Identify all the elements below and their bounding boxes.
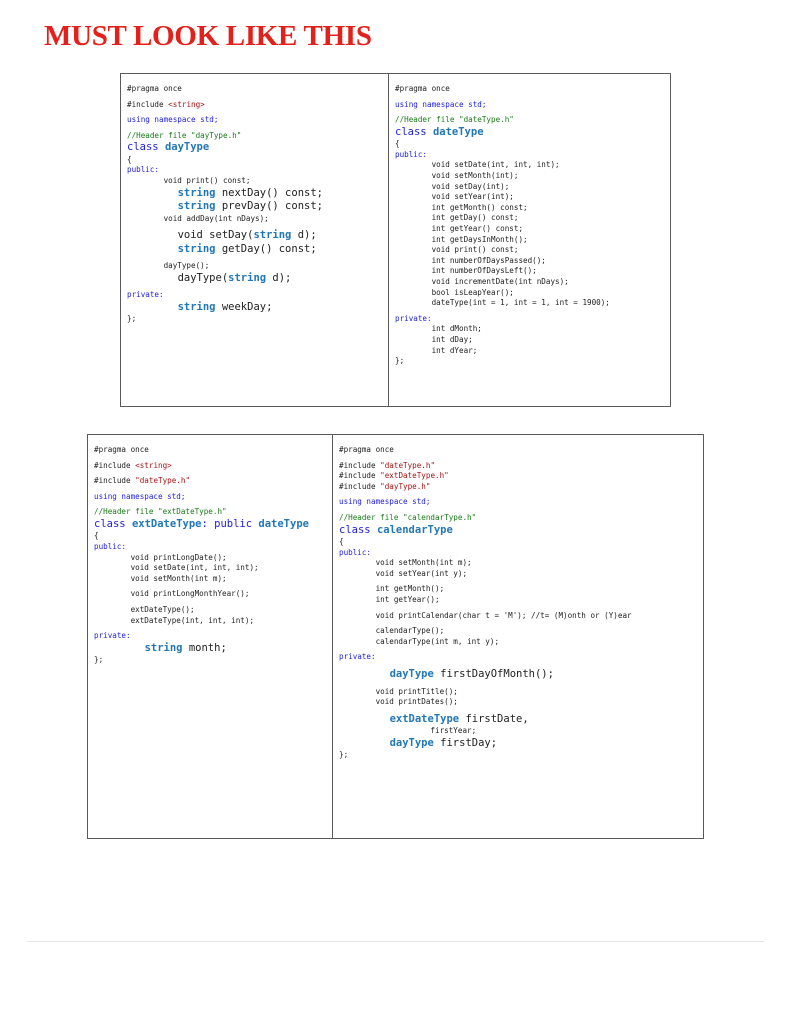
code-line (127, 301, 388, 315)
code-line (94, 574, 332, 585)
code-line (127, 100, 388, 111)
code-line (94, 445, 332, 456)
code-line (339, 548, 703, 559)
code-token: private: (94, 631, 131, 641)
code-line (127, 243, 388, 257)
code-token: dayType( (127, 271, 229, 284)
code-token: dateType (258, 517, 309, 530)
code-token: { (395, 139, 400, 149)
code-line (127, 261, 388, 272)
code-line (339, 584, 703, 595)
code-token: void printTitle(); (339, 686, 458, 696)
code-line (395, 314, 670, 325)
code-line (395, 298, 670, 309)
code-token: using namespace std; (127, 115, 219, 125)
code-token: int dMonth; (395, 324, 482, 334)
page-divider (27, 941, 764, 942)
code-token: weekDay; (215, 300, 273, 313)
code-token: : public (201, 517, 259, 530)
code-token: "dayType.h" (380, 481, 431, 491)
code-token (127, 301, 178, 313)
code-token: dayType (389, 736, 434, 749)
code-line (395, 224, 670, 235)
code-token: firstYear; (339, 726, 477, 736)
code-token: extDateType(int, int, int); (94, 615, 255, 625)
code-line (94, 589, 332, 600)
code-line (395, 245, 670, 256)
code-line (339, 750, 703, 761)
code-line (127, 229, 388, 243)
code-line (339, 697, 703, 708)
code-line (94, 616, 332, 627)
code-token: void addDay(int nDays); (127, 213, 269, 223)
code-token: int dDay; (395, 334, 473, 344)
code-line (127, 84, 388, 95)
code-token: int getMonth(); (339, 584, 445, 594)
code-token: int getDay() const; (395, 213, 519, 223)
code-line (339, 713, 703, 727)
code-token: d); (291, 229, 317, 242)
code-line (339, 595, 703, 606)
code-token: //Header file "calendarType.h" (339, 512, 477, 522)
code-line (94, 655, 332, 666)
code-token: #include (94, 460, 136, 470)
code-token: firstDate, (459, 712, 529, 725)
code-line (395, 100, 670, 111)
code-line (339, 652, 703, 663)
code-token: //Header file "extDateType.h" (94, 507, 227, 517)
code-token: int getYear(); (339, 595, 440, 605)
code-line (395, 84, 670, 95)
code-line (395, 203, 670, 214)
code-token: int getMonth() const; (395, 202, 528, 212)
code-token: extDateType (131, 517, 202, 530)
code-token: int dYear; (395, 345, 478, 355)
code-token: "dateType.h" (380, 460, 436, 470)
code-token: class (339, 523, 377, 536)
code-token: void printLongMonthYear(); (94, 589, 250, 599)
page-heading: MUST LOOK LIKE THIS (44, 20, 372, 52)
code-token: extDateType (389, 712, 460, 725)
code-token: }; (94, 655, 104, 665)
code-line (395, 171, 670, 182)
code-line (395, 192, 670, 203)
code-token: void setDay( (127, 229, 254, 242)
code-token: void setDate(int, int, int); (94, 563, 259, 573)
code-token: #include (339, 481, 381, 491)
code-token: void printCalendar(char t = 'M'); //t= (M)onth or (Y)ear (339, 610, 632, 620)
code-token: month; (182, 641, 227, 654)
code-token: dateType(int = 1, int = 1, int = 1900); (395, 298, 610, 308)
code-line (127, 314, 388, 325)
code-token: class (94, 517, 132, 530)
code-token: void setYear(int y); (339, 568, 468, 578)
code-line (127, 131, 388, 142)
code-token (127, 200, 178, 212)
code-line (94, 605, 332, 616)
code-line (339, 611, 703, 622)
code-token: dateType (432, 125, 484, 138)
code-line (339, 726, 703, 737)
code-token (127, 243, 178, 255)
code-token: string (177, 242, 216, 255)
code-token: #include (94, 476, 136, 486)
code-line (94, 642, 332, 656)
code-token: prevDay() const; (215, 200, 323, 213)
code-token: public: (127, 165, 160, 175)
code-line (94, 631, 332, 642)
code-token: public: (94, 542, 127, 552)
code-token: private: (395, 313, 432, 323)
code-cell-datetype (388, 74, 670, 406)
code-token: calendarType(); (339, 626, 445, 636)
code-token: #pragma once (339, 445, 394, 454)
code-token: { (339, 537, 344, 547)
code-line (395, 356, 670, 367)
code-line (127, 214, 388, 225)
code-line (127, 176, 388, 187)
code-line (339, 668, 703, 682)
code-line (395, 346, 670, 357)
code-line (127, 272, 388, 286)
code-line (127, 155, 388, 166)
code-cell-daytype (121, 74, 388, 406)
code-token: void print() const; (127, 176, 251, 186)
code-token: void print() const; (395, 245, 519, 255)
code-token (339, 737, 390, 749)
code-token: #pragma once (127, 84, 182, 93)
code-line (339, 687, 703, 698)
code-line (94, 531, 332, 542)
code-token: #pragma once (94, 445, 149, 454)
code-token: int numberOfDaysLeft(); (395, 266, 537, 276)
code-token: string (177, 186, 216, 199)
code-token: void setDay(int); (395, 181, 510, 191)
code-token: getDay() const; (215, 242, 317, 255)
code-token: string (177, 200, 216, 213)
code-line (395, 324, 670, 335)
code-line (94, 507, 332, 518)
code-line (395, 150, 670, 161)
code-line (94, 542, 332, 553)
code-line (395, 115, 670, 126)
code-line (339, 537, 703, 548)
code-token: class (395, 125, 433, 138)
code-line (94, 476, 332, 487)
code-token: firstDayOfMonth(); (433, 668, 554, 680)
code-token: bool isLeapYear(); (395, 287, 514, 297)
code-line (94, 461, 332, 472)
code-line (127, 141, 388, 155)
code-token: int getDaysInMonth(); (395, 234, 528, 244)
code-token: nextDay() const; (215, 186, 323, 199)
code-token: private: (127, 290, 164, 300)
code-token (339, 668, 390, 680)
code-line (395, 213, 670, 224)
code-token: }; (395, 356, 405, 366)
code-token: string (228, 271, 267, 284)
code-line (94, 518, 332, 532)
code-token: void setYear(int); (395, 192, 514, 202)
code-line (395, 182, 670, 193)
code-line (395, 266, 670, 277)
code-token: int getYear() const; (395, 224, 524, 234)
code-token: void printDates(); (339, 697, 458, 707)
code-line (395, 335, 670, 346)
code-line (395, 256, 670, 267)
code-line (127, 290, 388, 301)
code-line (395, 277, 670, 288)
code-line (339, 637, 703, 648)
code-token: "extDateType.h" (380, 471, 449, 481)
code-token: private: (339, 652, 376, 662)
code-token: dayType (389, 668, 434, 680)
code-token: #include (339, 460, 381, 470)
code-line (339, 524, 703, 538)
code-token: { (127, 154, 132, 164)
code-line (395, 160, 670, 171)
code-token: //Header file "dateType.h" (395, 115, 514, 125)
code-block (339, 445, 703, 761)
code-line (127, 187, 388, 201)
code-line (395, 139, 670, 150)
code-token: d); (266, 271, 292, 284)
code-line (94, 563, 332, 574)
code-line (339, 558, 703, 569)
code-line (127, 115, 388, 126)
code-line (339, 513, 703, 524)
code-line (339, 471, 703, 482)
code-line (339, 626, 703, 637)
code-token: string (177, 300, 216, 313)
code-block (94, 445, 332, 666)
code-token: dayType(); (127, 261, 210, 271)
code-token: void setDate(int, int, int); (395, 160, 560, 170)
code-block (395, 84, 670, 367)
code-token: void setMonth(int m); (94, 573, 227, 583)
code-line (339, 737, 703, 751)
code-line (339, 482, 703, 493)
code-line (395, 126, 670, 140)
code-token: { (94, 531, 99, 541)
code-token: void incrementDate(int nDays); (395, 277, 569, 286)
code-table-bottom (87, 434, 704, 839)
code-token: string (144, 641, 183, 654)
code-token: using namespace std; (395, 99, 487, 109)
code-token: }; (127, 314, 137, 324)
code-token: #include (339, 471, 381, 481)
code-token: <string> (168, 99, 205, 109)
code-cell-extdatetype (88, 435, 332, 838)
code-token: void setMonth(int); (395, 171, 519, 181)
code-token: #pragma once (395, 84, 450, 93)
code-token: <string> (135, 460, 172, 470)
code-token: dayType (164, 141, 210, 154)
code-line (339, 569, 703, 580)
code-token: void setMonth(int m); (339, 558, 472, 568)
code-token: public: (395, 149, 428, 159)
code-token: class (127, 141, 165, 154)
code-token: //Header file "dayType.h" (127, 130, 242, 140)
code-token (127, 187, 178, 199)
code-token: "dateType.h" (135, 476, 191, 486)
code-token: using namespace std; (94, 491, 186, 501)
code-token: calendarType(int m, int y); (339, 636, 500, 646)
code-token: firstDay; (433, 736, 498, 749)
code-line (395, 288, 670, 299)
code-line (94, 492, 332, 503)
code-line (127, 200, 388, 214)
code-token: string (253, 229, 292, 242)
code-line (395, 235, 670, 246)
code-token: public: (339, 547, 372, 557)
code-token: }; (339, 750, 349, 760)
code-line (339, 445, 703, 456)
code-token (94, 642, 145, 654)
code-table-top (120, 73, 671, 407)
code-token: calendarType (376, 523, 453, 536)
code-cell-calendartype (332, 435, 703, 838)
code-token: extDateType(); (94, 605, 195, 615)
code-line (339, 497, 703, 508)
code-line (127, 165, 388, 176)
code-token: int numberOfDaysPassed(); (395, 255, 546, 265)
code-token: #include (127, 99, 169, 109)
code-block (127, 84, 388, 325)
code-line (339, 461, 703, 472)
code-line (94, 553, 332, 564)
code-token: using namespace std; (339, 497, 431, 507)
code-token (339, 713, 390, 725)
code-token: void printLongDate(); (94, 552, 227, 562)
